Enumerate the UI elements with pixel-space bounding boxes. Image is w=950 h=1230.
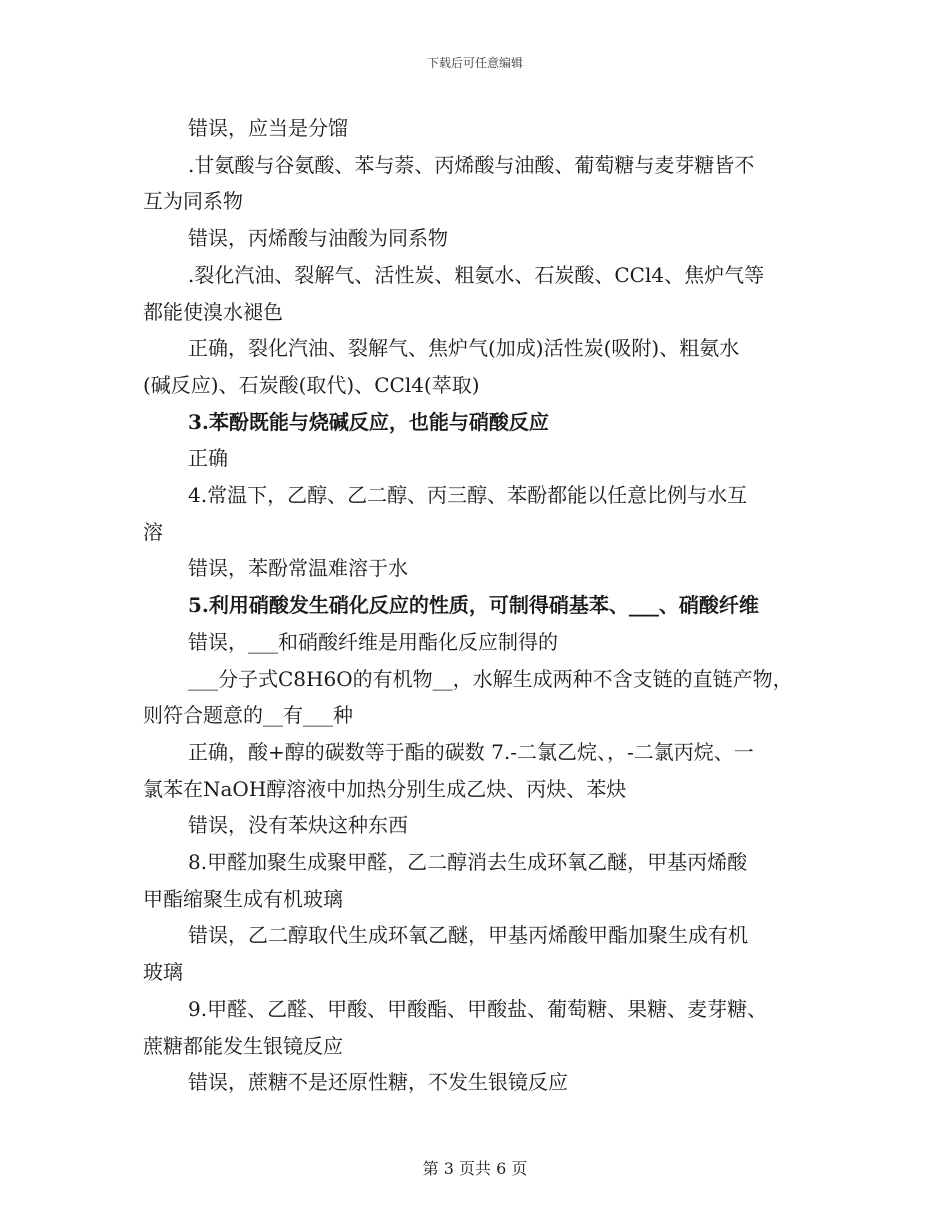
text-line: 都能使溴水褪色 <box>143 299 283 324</box>
text-line: 正确，酸+醇的碳数等于酯的碳数 7.-二氯乙烷、，-二氯丙烷、一 <box>188 739 754 764</box>
text-line: 错误，蔗糖不是还原性糖，不发生银镜反应 <box>188 1070 568 1095</box>
text-line: .甘氨酸与谷氨酸、苯与萘、丙烯酸与油酸、葡萄糖与麦芽糖皆不 <box>188 152 755 177</box>
text-line: 玻璃 <box>143 960 183 985</box>
text-line: (碱反应)、石炭酸(取代)、CCl4(萃取) <box>143 372 480 397</box>
page-header: 下载后可任意编辑 <box>426 56 523 70</box>
text-line: ___分子式C8H6O的有机物__，水解生成两种不含支链的直链产物， <box>188 666 793 691</box>
text-line: 则符合题意的__有___种 <box>143 703 353 728</box>
text-line: 5.利用硝酸发生硝化反应的性质，可制得硝基苯、___、硝酸纤维 <box>188 593 759 618</box>
page-footer: 第 3 页共 6 页 <box>422 1159 528 1178</box>
text-line: 互为同系物 <box>143 189 243 214</box>
text-line: 4.常温下，乙醇、乙二醇、丙三醇、苯酚都能以任意比例与水互 <box>188 483 748 508</box>
text-line: 错误，应当是分馏 <box>188 116 348 140</box>
text-line: 3.苯酚既能与烧碱反应，也能与硝酸反应 <box>188 409 549 434</box>
text-line: 正确 <box>188 446 228 471</box>
text-line: 正确，裂化汽油、裂解气、焦炉气(加成)活性炭(吸附)、粗氨水 <box>188 336 740 361</box>
text-line: 错误，苯酚常温难溶于水 <box>188 556 408 581</box>
text-line: .裂化汽油、裂解气、活性炭、粗氨水、石炭酸、CCl4、焦炉气等 <box>188 262 765 287</box>
text-line: 氯苯在NaOH醇溶液中加热分别生成乙炔、丙炔、苯炔 <box>143 776 627 801</box>
text-line: 9.甲醛、乙醛、甲酸、甲酸酯、甲酸盐、葡萄糖、果糖、麦芽糖、 <box>188 996 768 1021</box>
text-line: 甲酯缩聚生成有机玻璃 <box>143 886 343 911</box>
text-line: 错误，乙二醇取代生成环氧乙醚，甲基丙烯酸甲酯加聚生成有机 <box>188 923 748 948</box>
text-line: 错误，___和硝酸纤维是用酯化反应制得的 <box>188 629 558 654</box>
text-line: 错误，丙烯酸与油酸为同系物 <box>188 226 448 251</box>
document-body <box>143 110 813 1101</box>
text-line: 错误，没有苯炔这种东西 <box>188 813 408 838</box>
text-line: 溶 <box>143 519 163 544</box>
text-line: 蔗糖都能发生银镜反应 <box>143 1033 343 1058</box>
text-line: 8.甲醛加聚生成聚甲醛，乙二醇消去生成环氧乙醚，甲基丙烯酸 <box>188 850 748 875</box>
